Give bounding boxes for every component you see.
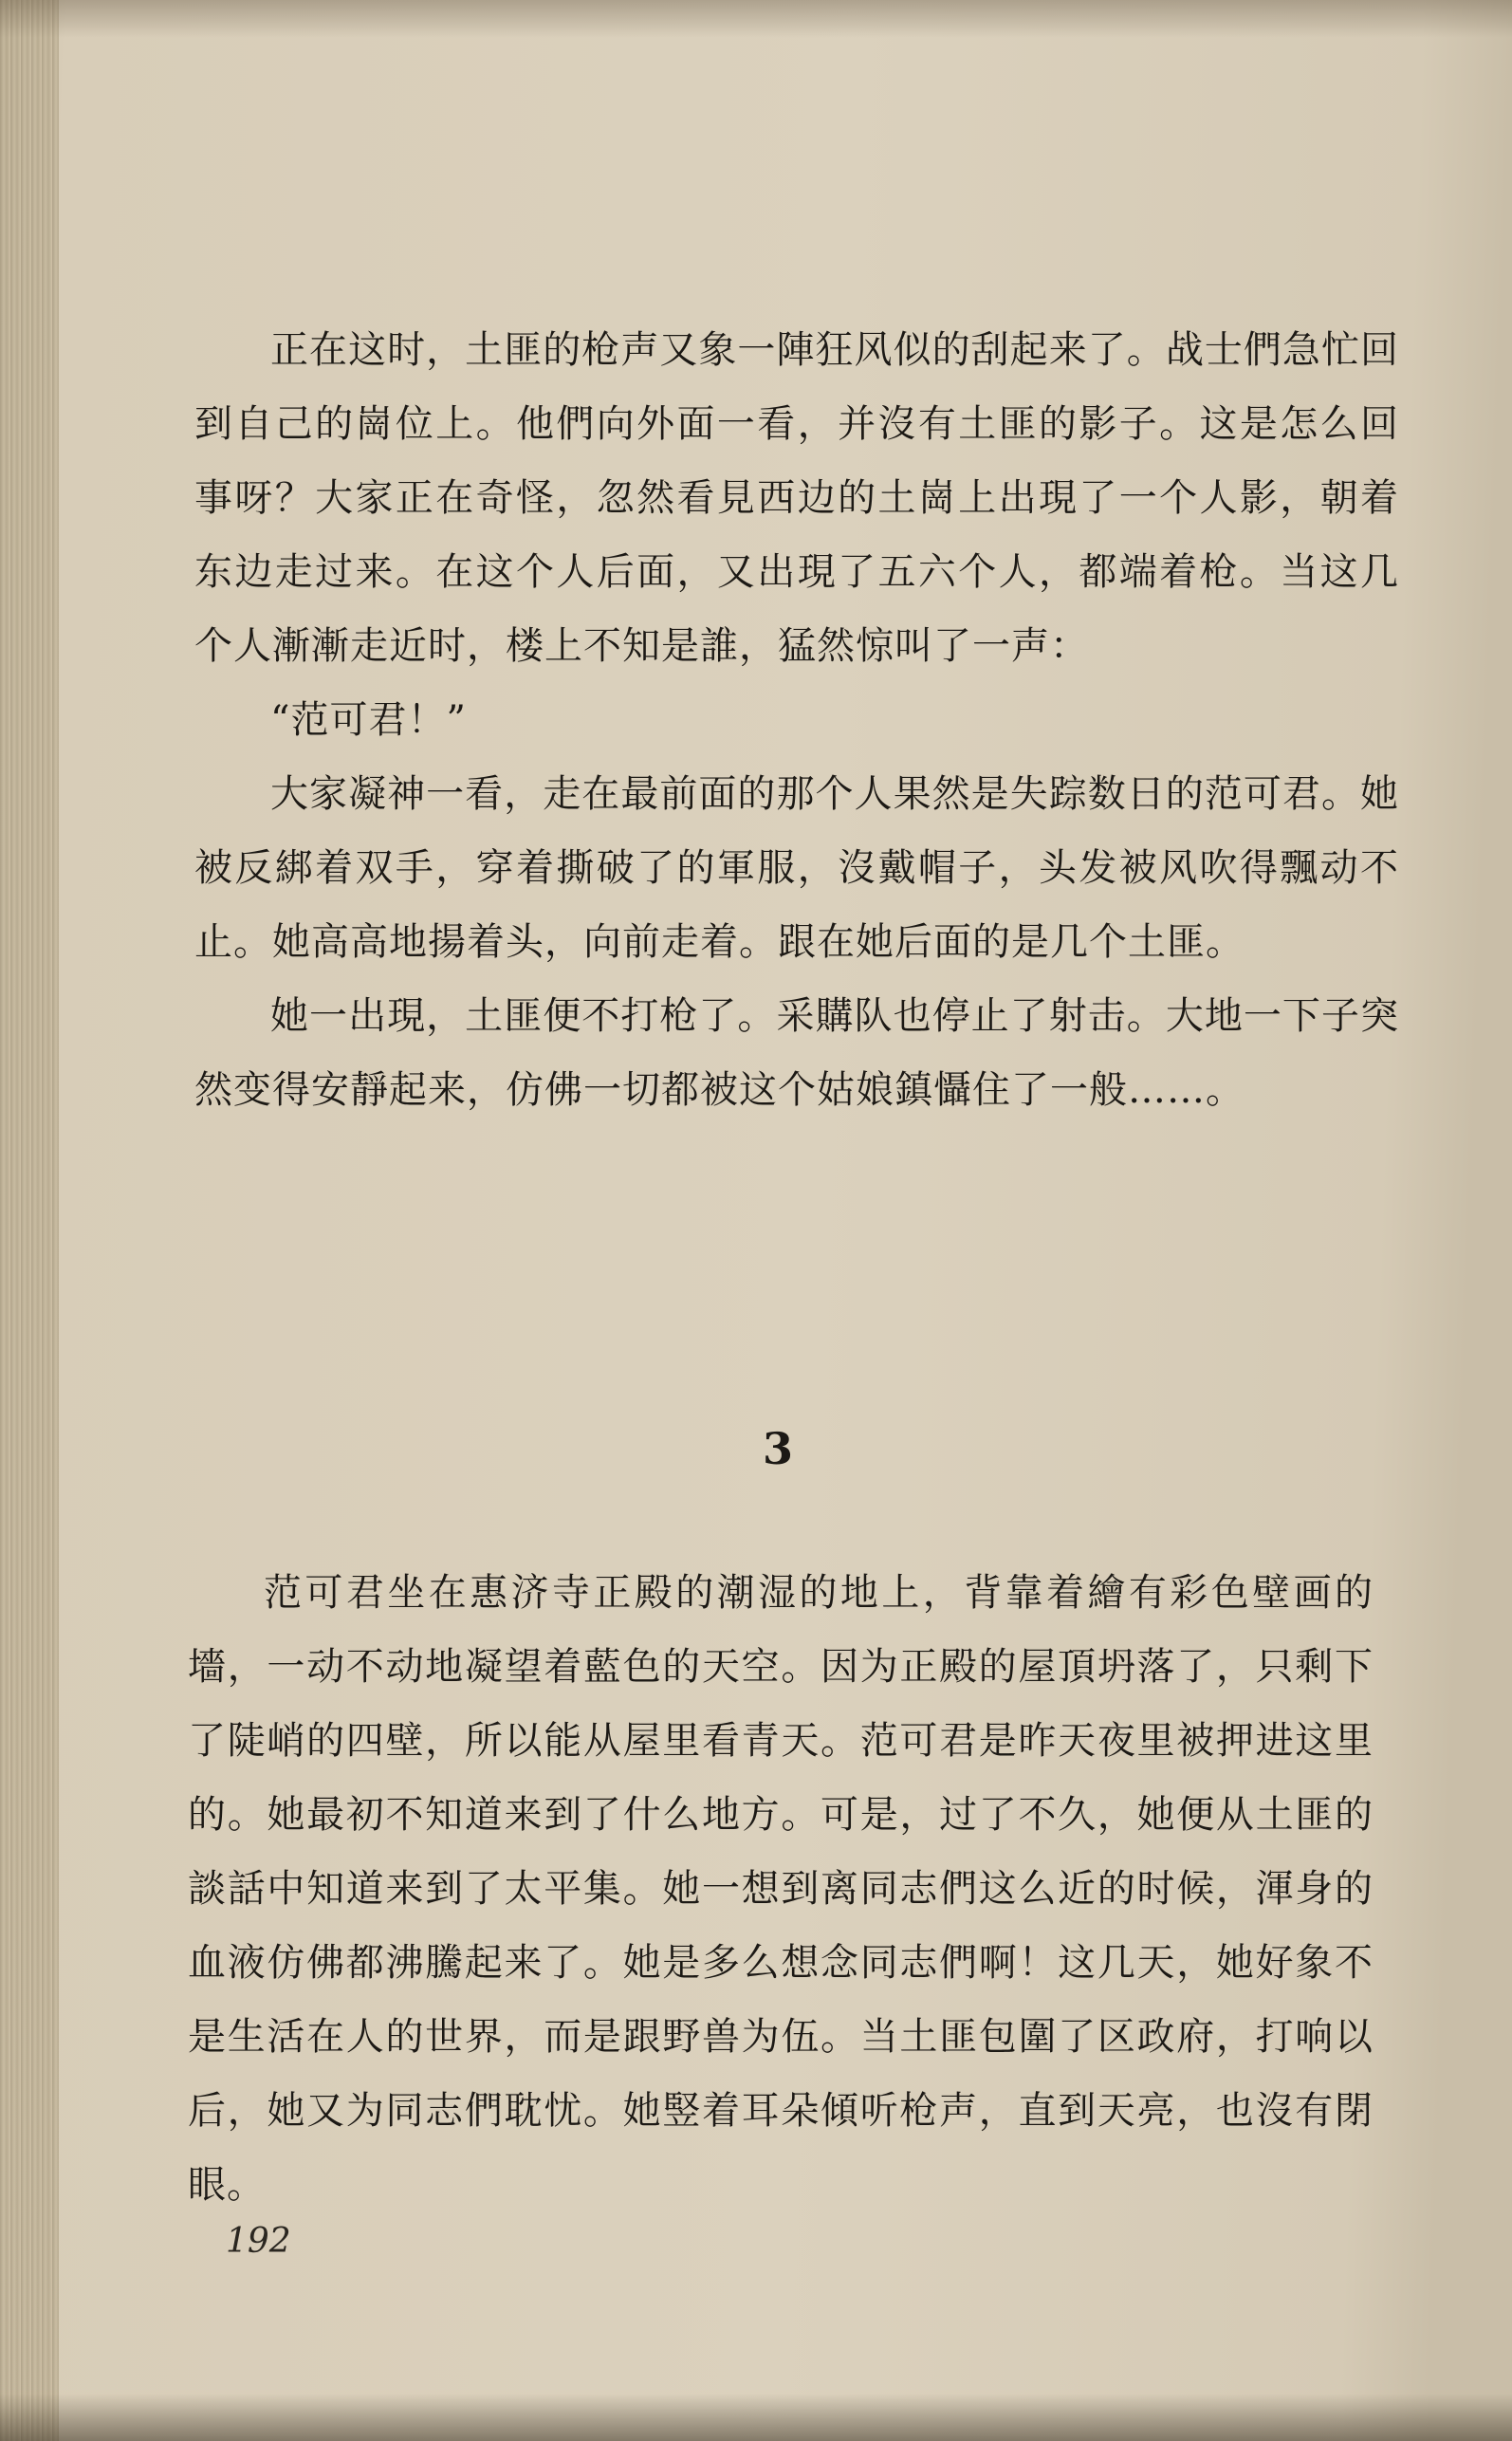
page-number: 192	[226, 2222, 291, 2261]
paragraph-silence: 她一出現，土匪便不打枪了。采購队也停止了射击。大地一下子突然变得安靜起来，仿佛一切都被这个姑娘鎮懾住了一般……。	[194, 994, 1399, 1112]
section-number: 3	[762, 1423, 793, 1474]
paragraph-fan-kejun-appears: 大家凝神一看，走在最前面的那个人果然是失踪数日的范可君。她被反綁着双手，穿着撕破了的軍服，沒戴帽子，头发被风吹得飄动不止。她高高地揚着头，向前走着。跟在她后面的是几个土匪。	[194, 772, 1399, 964]
section-2-text	[194, 313, 1399, 1127]
bottom-shadow	[0, 2394, 1512, 2441]
paragraph-shout: “范可君！”	[270, 698, 467, 742]
section-3-text	[188, 1556, 1374, 2222]
paragraph-temple: 范可君坐在惠济寺正殿的潮湿的地上，背靠着繪有彩色壁画的墻，一动不动地凝望着藍色的天空。因为正殿的屋頂坍落了，只剩下了陡峭的四壁，所以能从屋里看青天。范可君是昨天夜里被押进这里的。她最初不知道来到了什么地方。可是，过了不久，她便从土匪的談話中知道来到了太平集。她一想到离同志們这么近的时候，渾身的血液仿佛都沸騰起来了。她是多么想念同志們啊！这几天，她好象不是生活在人的世界，而是跟野兽为伍。当土匪包圍了区政府，打响以后，她又为同志們耽忧。她竪着耳朵傾听枪声，直到天亮，也沒有閉眼。	[188, 1571, 1374, 2207]
top-shadow	[0, 0, 1512, 38]
page-stack-edge	[0, 0, 59, 2441]
paragraph-gunfire: 正在这时，土匪的枪声又象一陣狂风似的刮起来了。战士們急忙回到自己的崗位上。他們向外面一看，并沒有土匪的影子。这是怎么回事呀？大家正在奇怪，忽然看見西边的土崗上出現了一个人影，朝着东边走过来。在这个人后面，又出現了五六个人，都端着枪。当这几个人漸漸走近时，楼上不知是誰，猛然惊叫了一声：	[194, 328, 1399, 668]
